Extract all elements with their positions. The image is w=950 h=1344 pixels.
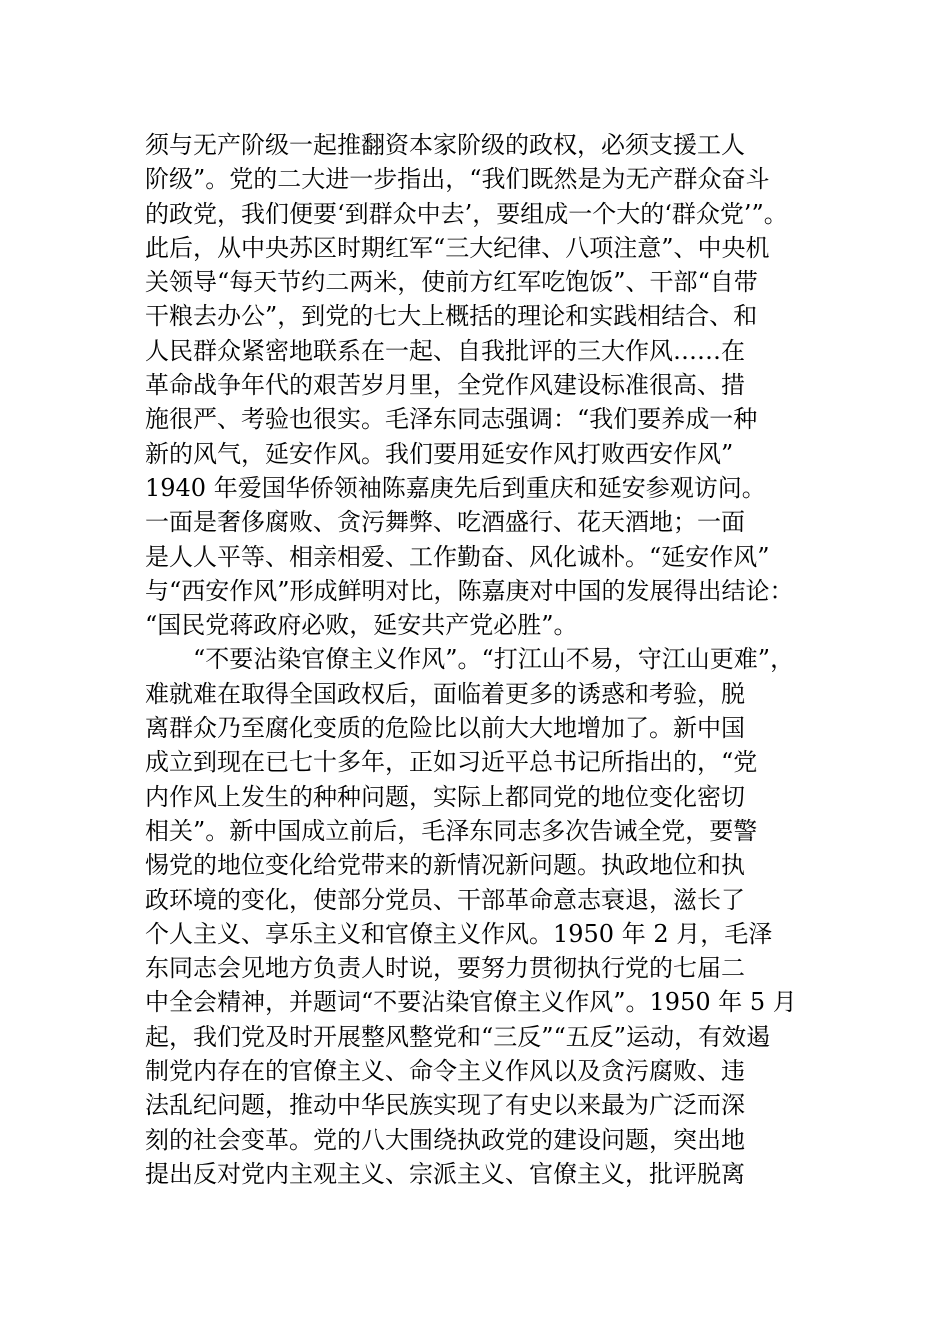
text-line: 须与无产阶级一起推翻资本家阶级的政权，必须支援工人 xyxy=(145,131,745,159)
text-line: 制党内存在的官僚主义、命令主义作风以及贪污腐败、违 xyxy=(145,1057,745,1086)
text-line: 中全会精神，并题词“不要沾染官僚主义作风”。1950 年 5 月 xyxy=(145,988,797,1017)
text-line: 施很严、考验也很实。毛泽东同志强调：“我们要养成一种 xyxy=(145,405,758,434)
text-line: 起，我们党及时开展整风整党和“三反”“五反”运动，有效遏 xyxy=(145,1022,771,1051)
text-line: 1940 年爱国华侨领袖陈嘉庚先后到重庆和延安参观访问。 xyxy=(145,473,766,502)
text-line: “不要沾染官僚主义作风”。“打江山不易，守江山更难”， xyxy=(193,645,795,674)
text-line: 刻的社会变革。党的八大围绕执政党的建设问题，突出地 xyxy=(145,1125,745,1154)
text-line: 难就难在取得全国政权后，面临着更多的诱惑和考验，脱 xyxy=(145,679,745,708)
text-line: 阶级”。党的二大进一步指出，“我们既然是为无产群众奋斗 xyxy=(145,165,770,194)
text-line: 东同志会见地方负责人时说，要努力贯彻执行党的七届二 xyxy=(145,954,745,983)
text-line: 法乱纪问题，推动中华民族实现了有史以来最为广泛而深 xyxy=(145,1091,745,1120)
text-line: 成立到现在已七十多年，正如习近平总书记所指出的，“党 xyxy=(145,748,758,777)
document-page xyxy=(145,128,825,1191)
text-line: 惕党的地位变化给党带来的新情况新问题。执政地位和执 xyxy=(145,851,745,880)
text-line: 干粮去办公”，到党的七大上概括的理论和实践相结合、和 xyxy=(145,302,758,331)
text-line: “国民党蒋政府必败，延安共产党必胜”。 xyxy=(145,611,578,640)
text-line: 提出反对党内主观主义、宗派主义、官僚主义，批评脱离 xyxy=(145,1159,745,1188)
text-line: 此后，从中央苏区时期红军“三大纪律、八项注意”、中央机 xyxy=(145,233,770,262)
text-line: 新的风气，延安作风。我们要用延安作风打败西安作风” xyxy=(145,439,734,468)
text-line: 的政党，我们便要‘到群众中去’，要组成一个大的‘群众党’”。 xyxy=(145,199,788,228)
text-line: 个人主义、享乐主义和官僚主义作风。1950 年 2 月，毛泽 xyxy=(145,919,773,948)
text-line: 离群众乃至腐化变质的危险比以前大大地增加了。新中国 xyxy=(145,714,745,743)
text-line: 关领导“每天节约二两米，使前方红军吃饱饭”、干部“自带 xyxy=(145,268,758,297)
paragraph-1 xyxy=(145,128,825,642)
text-line: 革命战争年代的艰苦岁月里，全党作风建设标准很高、措 xyxy=(145,371,745,400)
text-line: 相关”。新中国成立前后，毛泽东同志多次告诫全党，要警 xyxy=(145,816,758,845)
text-line: 政环境的变化，使部分党员、干部革命意志衰退，滋长了 xyxy=(145,885,745,914)
text-line: 人民群众紧密地联系在一起、自我批评的三大作风……在 xyxy=(145,336,745,365)
text-line: 一面是奢侈腐败、贪污舞弊、吃酒盛行、花天酒地；一面 xyxy=(145,508,745,537)
paragraph-2 xyxy=(145,642,825,1191)
text-line: 是人人平等、相亲相爱、工作勤奋、风化诚朴。“延安作风” xyxy=(145,542,770,571)
text-line: 与“西安作风”形成鲜明对比，陈嘉庚对中国的发展得出结论： xyxy=(145,576,794,605)
text-line: 内作风上发生的种种问题，实际上都同党的地位变化密切 xyxy=(145,782,745,811)
